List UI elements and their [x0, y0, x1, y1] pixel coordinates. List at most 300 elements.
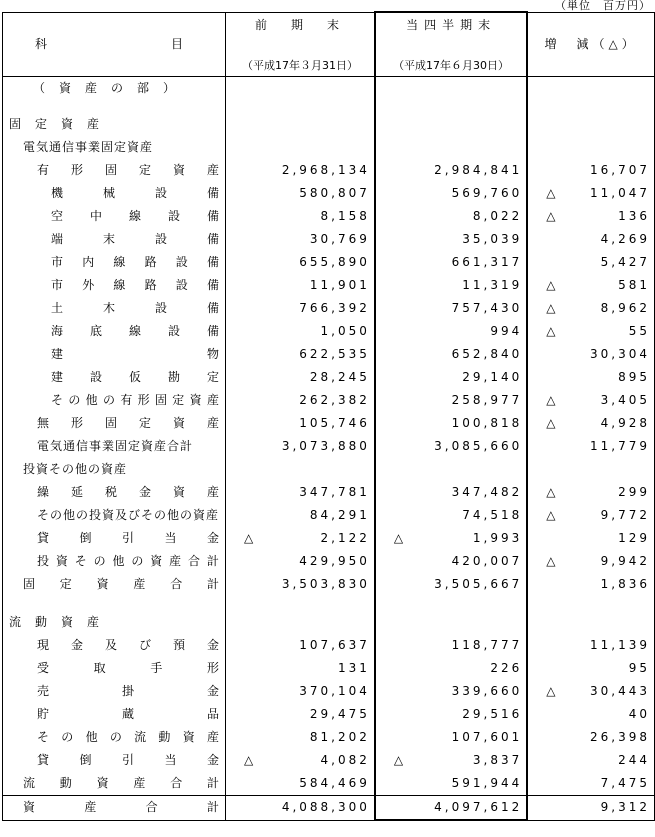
negative-marker — [244, 389, 258, 412]
subject-char: 線 — [129, 324, 142, 338]
prev-value-cell — [226, 113, 375, 136]
difference-cell — [527, 726, 654, 749]
current-value-cell-value: 118,777 — [451, 638, 523, 652]
subject-label — [3, 412, 225, 435]
prev-value-cell-value: 622,535 — [299, 347, 370, 361]
subject-cell — [3, 228, 226, 251]
subject-char: の — [109, 730, 122, 744]
subject-char: 合 — [170, 776, 183, 790]
negative-marker — [244, 159, 258, 182]
current-value-cell — [375, 100, 527, 113]
table-row — [3, 550, 655, 573]
negative-marker — [244, 320, 258, 343]
negative-marker — [394, 297, 408, 320]
subject-char: 産 — [133, 776, 146, 790]
subject-char: 産 — [84, 800, 97, 815]
prev-value-cell-value: 105,746 — [299, 416, 370, 430]
negative-marker — [546, 527, 560, 550]
subject-char: 定 — [139, 163, 152, 177]
current-value-cell — [375, 77, 527, 101]
negative-marker: △ — [546, 393, 559, 407]
prev-value-cell — [226, 205, 375, 228]
table-row — [3, 634, 655, 657]
current-period-date: （平成17年６月30日） — [393, 59, 510, 72]
subject-label: （ 資 産 の 部 ） — [33, 81, 177, 95]
negative-marker — [546, 703, 560, 726]
subject-cell — [3, 320, 226, 343]
difference-cell-value: 895 — [618, 370, 650, 384]
negative-marker: △ — [546, 485, 559, 499]
difference-cell — [527, 297, 654, 320]
negative-marker — [244, 772, 258, 795]
negative-marker — [546, 251, 560, 274]
current-value-cell — [375, 113, 527, 136]
prev-value-cell-value: 262,382 — [299, 393, 370, 407]
subject-char: 建 — [51, 370, 64, 384]
negative-marker: △ — [546, 508, 559, 522]
subject-char: 金 — [207, 684, 220, 698]
difference-cell-value: 1,836 — [600, 577, 650, 591]
subject-char: 及 — [105, 638, 118, 652]
subject-char: 路 — [144, 255, 157, 269]
subject-label — [3, 274, 225, 297]
current-value-cell — [375, 726, 527, 749]
subject-label — [3, 680, 225, 703]
subject-char: 固 — [154, 393, 167, 407]
subject-char: 金 — [207, 753, 220, 767]
table-row — [3, 205, 655, 228]
table-body — [3, 77, 655, 821]
negative-marker: △ — [244, 753, 257, 767]
subject-char: 機 — [51, 186, 64, 200]
negative-marker: △ — [546, 554, 559, 568]
table-row — [3, 389, 655, 412]
current-value-cell — [375, 274, 527, 297]
subject-char: 物 — [207, 347, 220, 361]
difference-cell — [527, 159, 654, 182]
table-row — [3, 274, 655, 297]
subject-char: そ — [74, 554, 87, 568]
current-value-cell — [375, 343, 527, 366]
negative-marker — [244, 205, 258, 228]
subject-label — [3, 182, 225, 205]
table-row — [3, 458, 655, 481]
negative-marker: △ — [393, 753, 407, 767]
subject-char: 有 — [120, 393, 133, 407]
subject-char: 現 — [37, 638, 50, 652]
prev-period-title: 前 期 末 — [254, 17, 345, 32]
subject-label — [3, 228, 225, 251]
difference-cell-value: 55 — [628, 324, 650, 338]
subject-char: 計 — [206, 577, 219, 591]
subject-cell — [3, 412, 226, 435]
difference-cell-value: 26,398 — [590, 730, 650, 744]
subject-cell — [3, 680, 226, 703]
negative-marker — [394, 504, 408, 527]
subject-char: 線 — [113, 255, 126, 269]
difference-cell — [527, 274, 654, 297]
subject-cell — [3, 100, 226, 113]
prev-value-cell-value: 655,890 — [299, 255, 370, 269]
prev-value-cell — [226, 749, 375, 772]
negative-marker — [546, 366, 560, 389]
difference-cell — [527, 251, 654, 274]
subject-char: の — [61, 730, 74, 744]
negative-marker — [394, 573, 408, 596]
negative-marker — [546, 573, 560, 596]
negative-marker — [394, 703, 408, 726]
current-value-cell — [375, 435, 527, 458]
table-row — [3, 527, 655, 550]
difference-cell — [527, 772, 654, 796]
subject-label — [3, 550, 225, 573]
table-row — [3, 657, 655, 680]
subject-char: 計 — [206, 776, 219, 790]
negative-marker: △ — [546, 684, 559, 698]
subject-char: 資 — [23, 800, 36, 815]
current-value-cell-value: 258,977 — [451, 393, 523, 407]
subject-cell — [3, 504, 226, 527]
negative-marker — [394, 481, 408, 504]
subject-char: 備 — [207, 301, 220, 315]
negative-marker — [394, 412, 408, 435]
prev-value-cell-value: 107,637 — [299, 638, 370, 652]
subject-label: 電気通信事業固定資産合計 — [37, 439, 194, 453]
prev-value-cell-value: 30,769 — [309, 232, 370, 246]
subject-header-char-1: 科 — [35, 36, 48, 51]
subject-char: 備 — [206, 255, 219, 269]
current-value-cell — [375, 634, 527, 657]
current-value-cell — [375, 504, 527, 527]
subject-label — [3, 634, 225, 657]
subject-char: 資 — [96, 577, 109, 591]
prev-value-cell-value: 370,104 — [299, 684, 370, 698]
prev-value-cell-value: 1,050 — [320, 324, 370, 338]
difference-cell — [527, 113, 654, 136]
subject-char: 設 — [175, 255, 188, 269]
subject-char: 預 — [173, 638, 186, 652]
current-value-cell-value: 100,818 — [451, 416, 523, 430]
subject-char: び — [139, 638, 152, 652]
subject-char: 仮 — [129, 370, 142, 384]
current-value-cell-value: 107,601 — [451, 730, 523, 744]
subject-cell — [3, 366, 226, 389]
negative-marker — [394, 435, 408, 458]
subject-char: 産 — [206, 393, 219, 407]
negative-marker — [244, 657, 258, 680]
prev-value-cell — [226, 657, 375, 680]
subject-label — [3, 657, 225, 680]
subject-label: 固 定 資 産 — [9, 117, 101, 131]
table-row — [3, 251, 655, 274]
subject-char: 土 — [51, 301, 64, 315]
subject-char: 産 — [207, 485, 220, 499]
subject-char: 金 — [207, 531, 220, 545]
subject-char: 貯 — [37, 707, 50, 721]
difference-cell — [527, 481, 654, 504]
current-value-cell — [375, 182, 527, 205]
negative-marker — [394, 274, 408, 297]
subject-char: 末 — [103, 232, 116, 246]
difference-cell-value: 136 — [618, 209, 650, 223]
subject-label — [3, 573, 225, 596]
subject-char: 手 — [150, 661, 163, 675]
negative-marker: △ — [244, 531, 257, 545]
subject-char: 他 — [112, 554, 125, 568]
difference-cell — [527, 100, 654, 113]
subject-cell — [3, 796, 226, 821]
subject-char: 倒 — [79, 531, 92, 545]
current-value-cell — [375, 228, 527, 251]
subject-char: 固 — [105, 163, 118, 177]
current-value-cell — [375, 796, 527, 821]
subject-cell — [3, 113, 226, 136]
negative-marker — [244, 412, 258, 435]
current-value-cell — [375, 772, 527, 796]
subject-char: 倒 — [79, 753, 92, 767]
subject-char: 品 — [207, 707, 220, 721]
table-row — [3, 481, 655, 504]
subject-char: 木 — [103, 301, 116, 315]
table-row — [3, 596, 655, 611]
current-value-cell-value: 1,993 — [472, 531, 523, 545]
difference-cell — [527, 611, 654, 634]
difference-cell — [527, 320, 654, 343]
subject-cell — [3, 703, 226, 726]
table-row — [3, 77, 655, 101]
current-value-cell-value: 994 — [490, 324, 523, 338]
subject-label — [3, 297, 225, 320]
current-value-cell-value: 4,097,612 — [434, 800, 523, 814]
subject-char: 定 — [207, 370, 220, 384]
negative-marker — [244, 634, 258, 657]
subject-char: 形 — [71, 416, 84, 430]
subject-char: 流 — [134, 730, 147, 744]
current-period-title: 当四半期末 — [406, 18, 497, 32]
current-value-cell — [375, 703, 527, 726]
current-value-cell-value: 652,840 — [451, 347, 523, 361]
subject-char: 市 — [51, 278, 64, 292]
subject-label — [3, 389, 225, 412]
table-row — [3, 703, 655, 726]
subject-cell — [3, 611, 226, 634]
subject-label — [3, 251, 225, 274]
difference-cell-value: 9,942 — [600, 554, 650, 568]
subject-char: 取 — [93, 661, 106, 675]
current-value-cell — [375, 458, 527, 481]
subject-char: 設 — [155, 232, 168, 246]
current-value-cell-value: 3,837 — [472, 753, 523, 767]
subject-char: 備 — [207, 232, 220, 246]
subject-char: 合 — [188, 554, 201, 568]
prev-value-cell — [226, 634, 375, 657]
prev-value-cell-value: 429,950 — [299, 554, 370, 568]
negative-marker — [394, 159, 408, 182]
prev-value-cell — [226, 550, 375, 573]
difference-cell — [527, 680, 654, 703]
difference-cell-value: 3,405 — [600, 393, 650, 407]
prev-value-cell-value: 8,158 — [320, 209, 370, 223]
subject-char: 引 — [122, 753, 135, 767]
difference-cell — [527, 504, 654, 527]
subject-cell — [3, 596, 226, 611]
subject-char: 他 — [85, 393, 98, 407]
subject-char: 形 — [206, 661, 219, 675]
current-value-cell — [375, 481, 527, 504]
prev-value-cell — [226, 726, 375, 749]
subject-char: 資 — [55, 554, 68, 568]
prev-value-cell-value: 580,807 — [299, 186, 370, 200]
subject-char: 産 — [207, 163, 220, 177]
subject-char: 延 — [71, 485, 84, 499]
negative-marker: △ — [546, 301, 559, 315]
negative-marker: △ — [393, 531, 407, 545]
difference-cell-value: 8,962 — [600, 301, 650, 315]
difference-cell — [527, 634, 654, 657]
subject-char: 合 — [170, 577, 183, 591]
difference-cell-value: 299 — [618, 485, 650, 499]
difference-cell — [527, 749, 654, 772]
difference-cell — [527, 182, 654, 205]
difference-cell-value: 244 — [618, 753, 650, 767]
table-row — [3, 343, 655, 366]
subject-char: 金 — [71, 638, 84, 652]
subject-cell — [3, 389, 226, 412]
subject-label — [3, 343, 225, 366]
negative-marker — [244, 251, 258, 274]
subject-char: 流 — [23, 776, 36, 790]
difference-cell — [527, 366, 654, 389]
subject-cell — [3, 726, 226, 749]
subject-label — [3, 527, 225, 550]
subject-cell — [3, 343, 226, 366]
subject-char: 設 — [155, 186, 168, 200]
subject-char: 定 — [139, 416, 152, 430]
subject-char: 定 — [59, 577, 72, 591]
negative-marker — [546, 435, 560, 458]
subject-char: 当 — [164, 753, 177, 767]
prev-value-cell — [226, 412, 375, 435]
negative-marker — [394, 772, 408, 795]
prev-value-cell-value: 81,202 — [309, 730, 370, 744]
subject-char: の — [93, 554, 106, 568]
table-row — [3, 504, 655, 527]
prev-value-cell — [226, 611, 375, 634]
negative-marker — [244, 796, 258, 819]
current-value-cell — [375, 749, 527, 772]
current-value-cell-value: 11,319 — [462, 278, 523, 292]
difference-cell-value: 40 — [628, 707, 650, 721]
current-value-cell — [375, 657, 527, 680]
subject-header-char-2: 目 — [171, 36, 184, 51]
difference-cell — [527, 389, 654, 412]
subject-label: その他の投資及びその他の資産 — [37, 508, 220, 522]
prev-value-cell-value: 3,073,880 — [281, 439, 370, 453]
subject-cell — [3, 77, 226, 101]
negative-marker — [244, 366, 258, 389]
subject-char: 外 — [82, 278, 95, 292]
negative-marker — [394, 726, 408, 749]
negative-marker — [394, 251, 408, 274]
prev-period-header — [226, 12, 375, 77]
current-value-cell-value: 2,984,841 — [434, 163, 523, 177]
subject-label — [3, 726, 225, 749]
subject-cell — [3, 458, 226, 481]
difference-cell — [527, 527, 654, 550]
prev-value-cell-value: 4,088,300 — [281, 800, 370, 815]
current-value-cell-value: 3,085,660 — [434, 439, 523, 453]
difference-cell-value: 4,928 — [600, 416, 650, 430]
prev-value-cell-value: 84,291 — [309, 508, 370, 522]
subject-cell — [3, 182, 226, 205]
subject-char: 勘 — [168, 370, 181, 384]
subject-char: 税 — [105, 485, 118, 499]
subject-char: 計 — [206, 554, 219, 568]
prev-value-cell-value: 2,122 — [320, 531, 370, 545]
table-row — [3, 573, 655, 596]
subject-char: 資 — [150, 554, 163, 568]
negative-marker — [546, 749, 560, 772]
subject-char: 中 — [90, 209, 103, 223]
prev-value-cell-value: 347,781 — [299, 485, 370, 499]
negative-marker — [244, 726, 258, 749]
subject-header — [3, 12, 226, 77]
subject-label — [3, 749, 225, 772]
subject-char: の — [68, 393, 81, 407]
subject-char: 金 — [139, 485, 152, 499]
subject-char: 内 — [82, 255, 95, 269]
subject-char: の — [131, 554, 144, 568]
subject-char: 形 — [137, 393, 150, 407]
table-row — [3, 435, 655, 458]
prev-value-cell-value: 2,968,134 — [281, 163, 370, 177]
prev-value-cell — [226, 320, 375, 343]
subject-char: 海 — [51, 324, 64, 338]
subject-cell — [3, 772, 226, 796]
negative-marker — [394, 389, 408, 412]
subject-label — [3, 320, 225, 343]
prev-value-cell — [226, 182, 375, 205]
difference-cell-value: 581 — [618, 278, 650, 292]
table-row — [3, 182, 655, 205]
prev-value-cell — [226, 504, 375, 527]
subject-char: 設 — [168, 209, 181, 223]
difference-cell — [527, 573, 654, 596]
current-value-cell — [375, 389, 527, 412]
negative-marker — [244, 680, 258, 703]
difference-cell-value: 7,475 — [600, 776, 650, 790]
subject-char: 固 — [23, 577, 36, 591]
subject-cell — [3, 573, 226, 596]
subject-cell — [3, 136, 226, 159]
subject-char: 設 — [175, 278, 188, 292]
negative-marker: △ — [546, 209, 559, 223]
subject-char: 設 — [168, 324, 181, 338]
subject-char: 定 — [172, 393, 185, 407]
negative-marker — [244, 182, 258, 205]
table-row — [3, 726, 655, 749]
table-row — [3, 772, 655, 796]
negative-marker — [244, 297, 258, 320]
current-value-cell-value: 347,482 — [451, 485, 523, 499]
difference-header — [527, 12, 654, 77]
subject-char: 資 — [173, 163, 186, 177]
table-row — [3, 159, 655, 182]
subject-char: 資 — [173, 416, 186, 430]
subject-label — [3, 703, 225, 726]
subject-char: 有 — [37, 163, 50, 177]
subject-label — [3, 159, 225, 182]
